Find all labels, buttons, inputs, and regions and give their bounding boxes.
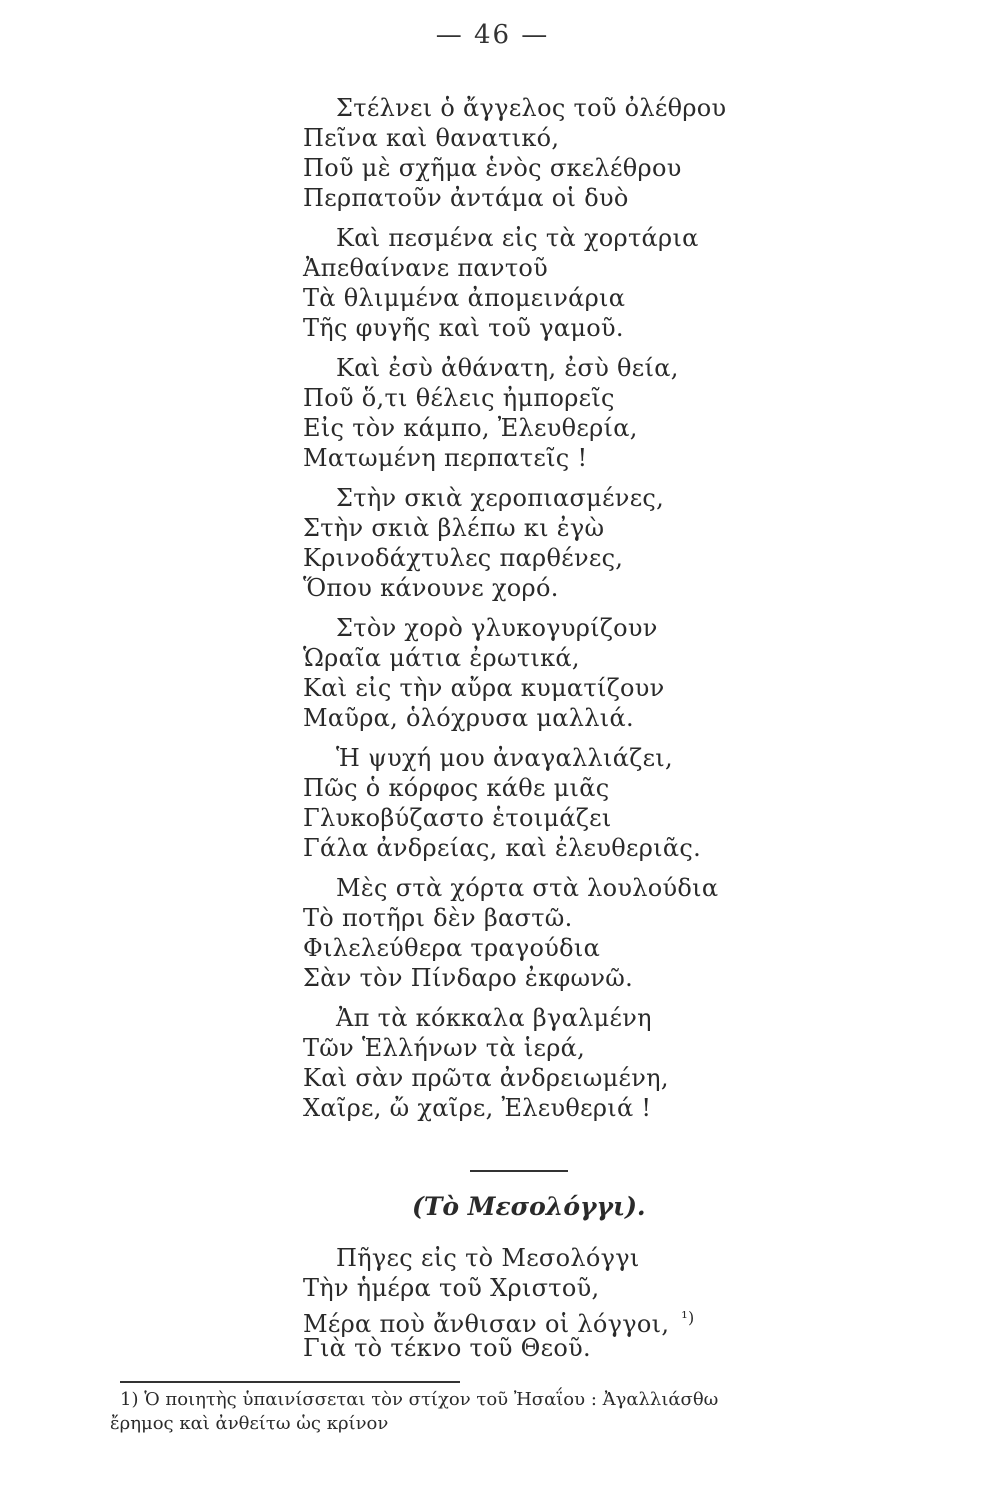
poem-line (303, 1303, 863, 1338)
stanza-1 (303, 93, 863, 213)
poem-line: Καὶ σὰν πρῶτα ἀνδρειωμένη, (303, 1064, 669, 1092)
poem-line: Ἀπεθαίνανε παντοῦ (303, 254, 549, 282)
footnote-marker: ¹) (681, 1308, 695, 1327)
poem-line: Πῶς ὁ κόρφος κάθε μιᾶς (303, 774, 610, 802)
poem-line: Καὶ εἰς τὴν αὔρα κυματίζουν (303, 674, 665, 702)
stanza-2 (303, 223, 863, 343)
poem-line: Μὲς στὰ χόρτα στὰ λουλούδια (336, 874, 719, 902)
poem-line: Τὸ ποτῆρι δὲν βαστῶ. (303, 904, 573, 932)
poem-line: Τῶν Ἑλλήνων τὰ ἱερά, (303, 1034, 586, 1062)
poem-line: Καὶ πεσμένα εἰς τὰ χορτάρια (336, 224, 699, 252)
poem-line: Ὡραῖα μάτια ἐρωτικά, (303, 644, 580, 672)
poem-line: Τὴν ἡμέρα τοῦ Χριστοῦ, (303, 1274, 600, 1302)
poem-line: Καὶ ἐσὺ ἀθάνατη, ἐσὺ θεία, (336, 354, 679, 382)
stanza-3 (303, 353, 863, 473)
poem-line: Ποῦ μὲ σχῆμα ἑνὸς σκελέθρου (303, 154, 682, 182)
poem-line: Τὰ θλιμμένα ἀπομεινάρια (303, 284, 626, 312)
poem-line: Περπατοῦν ἀντάμα οἱ δυὸ (303, 184, 629, 212)
page-number: — 46 — (435, 20, 550, 50)
poem-mesolongi (303, 1243, 863, 1363)
poem-line: Πεῖνα καὶ θανατικό, (303, 124, 560, 152)
poem-line: Τῆς φυγῆς καὶ τοῦ γαμοῦ. (303, 314, 624, 342)
poem-line: Ἡ ψυχή μου ἀναγαλλιάζει, (336, 744, 673, 772)
stanza-5 (303, 613, 863, 733)
stanza-4 (303, 483, 863, 603)
poem-line: Χαῖρε, ὤ χαῖρε, Ἐλευθεριά ! (303, 1094, 652, 1122)
stanza-6 (303, 743, 863, 863)
poem-line: Σὰν τὸν Πίνδαρο ἐκφωνῶ. (303, 964, 634, 992)
poem-line: Στὴν σκιὰ χεροπιασμένες, (336, 484, 665, 512)
poem-line: Γλυκοβύζαστο ἑτοιμάζει (303, 804, 612, 832)
poem-line: Γιὰ τὸ τέκνο τοῦ Θεοῦ. (303, 1334, 591, 1362)
poem-line: Στὸν χορὸ γλυκογυρίζουν (336, 614, 658, 642)
stanza-7 (303, 873, 863, 993)
section-divider (470, 1170, 568, 1172)
footnote-divider (120, 1381, 460, 1383)
poem-line: Ὅπου κάνουνε χορό. (303, 574, 559, 602)
poem-line: Ματωμένη περπατεῖς ! (303, 444, 588, 472)
poem-line: Πῆγες εἰς τὸ Μεσολόγγι (336, 1244, 640, 1272)
poem-line: Κρινοδάχτυλες παρθένες, (303, 544, 624, 572)
poem-line: Φιλελεύθερα τραγούδια (303, 934, 601, 962)
poem-line: Μαῦρα, ὁλόχρυσα μαλλιά. (303, 704, 634, 732)
poem-line: Ἀπ τὰ κόκκαλα βγαλμένη (336, 1004, 652, 1032)
poem-line: Στέλνει ὁ ἄγγελος τοῦ ὀλέθρου (336, 94, 727, 122)
poem-line: Εἰς τὸν κάμπο, Ἐλευθερία, (303, 414, 638, 442)
poem-line: Στὴν σκιὰ βλέπω κι ἐγὼ (303, 514, 605, 542)
section-title: (Τὸ Μεσολόγγι). (412, 1192, 646, 1221)
poem-line: Γάλα ἀνδρείας, καὶ ἐλευθεριᾶς. (303, 834, 702, 862)
footnote-line: ἔρημος καὶ ἀνθείτω ὡς κρίνον (110, 1413, 389, 1434)
poem-line-text: Μέρα ποὺ ἄνθισαν οἱ λόγγοι, (303, 1310, 670, 1338)
footnote (110, 1388, 950, 1436)
stanza-8 (303, 1003, 863, 1123)
footnote-line: 1) Ὁ ποιητὴς ὑπαινίσσεται τὸν στίχον τοῦ Ἠσαΐου : Ἀγαλλιάσθω (120, 1389, 719, 1410)
poem (303, 93, 863, 1133)
poem-line: Ποῦ ὅ,τι θέλεις ἠμπορεῖς (303, 384, 615, 412)
